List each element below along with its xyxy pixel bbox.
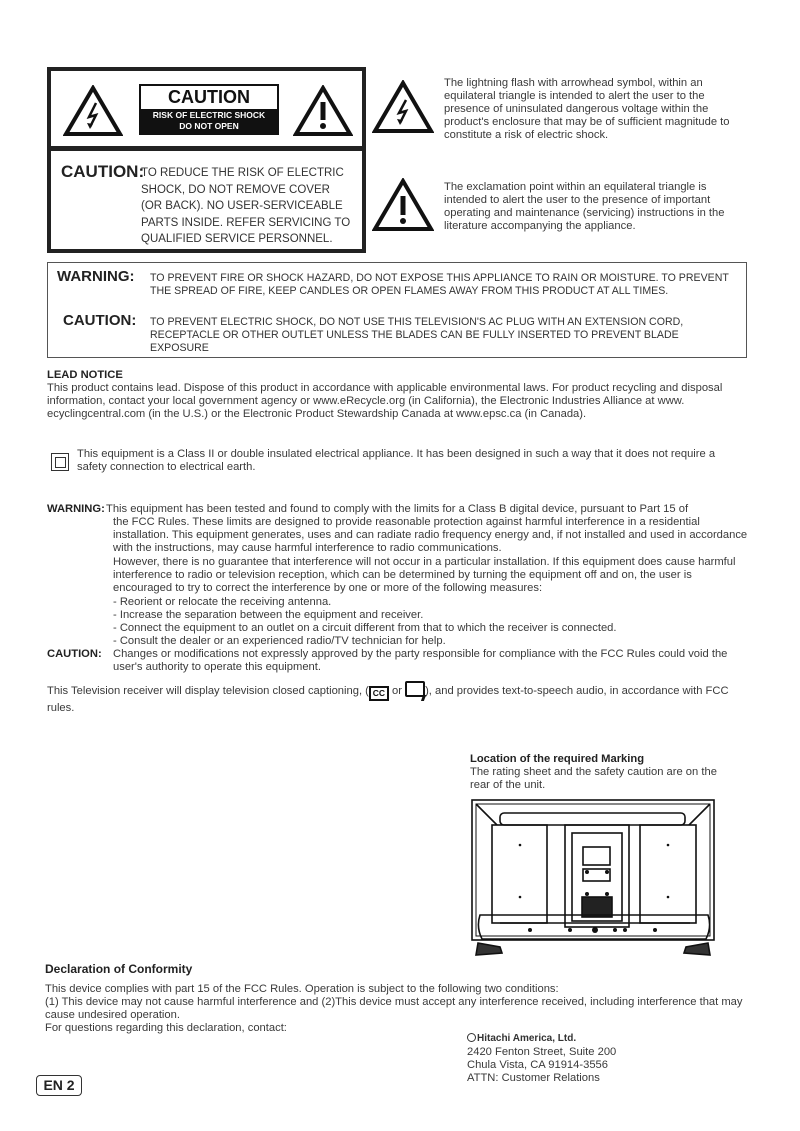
marking-title: Location of the required Marking [470, 753, 645, 765]
fcc-caution-text: Changes or modifications not expressly approved by the party responsible for compliance with the FCC Rules could void the user's authority to operate this equipment. [113, 648, 728, 673]
fcc-caution-label: CAUTION: [47, 648, 102, 660]
caution-line: QUALIFIED SERVICE PERSONNEL. [141, 233, 333, 245]
lead-notice-text: This product contains lead. Dispose of this product in accordance with applicable environmental laws. For product recycling and disposal information, contact your local government agency or www.eRecycle.org (in California), the Electronic Industries Alliance at www. ecyclingcentral.com (in the U.S.) or the Electronic Product Stewardship Canada at www.epsc.ca (in Canada). [47, 382, 723, 420]
contact-address1: 2420 Fenton Street, Suite 200 [467, 1046, 617, 1058]
fcc-warning-text: the FCC Rules. These limits are designed to provide reasonable protection against harmful interference in a residential installation. This equipment generates, uses and can radiate radio frequency energy and, if not installed and used in accordance with the instructions, may cause harmful interference to radio communications. [113, 516, 748, 554]
fcc-however-text: However, there is no guarantee that interference will not occur in a particular installation. If this equipment does cause harmful interference to radio or television reception, which can be determined by turning the equipment off and on, the user is encouraged to try to correct the interference by one or more of the following measures: [113, 556, 736, 594]
captioning-text-before: This Television receiver will display television closed captioning, ( [47, 685, 369, 697]
contact-address2: Chula Vista, CA 91914-3556 [467, 1059, 608, 1071]
caution-text: TO PREVENT ELECTRIC SHOCK, DO NOT USE THIS TELEVISION'S AC PLUG WITH AN EXTENSION CORD, RECEPTACLE OR OTHER OUTLET UNLESS THE BLADES CAN BE FULLY INSERTED TO PREVENT BLADE EXPOSURE [150, 316, 684, 354]
caution-main-text [141, 165, 361, 248]
caution-main-label: CAUTION: [61, 162, 145, 181]
marking-text: The rating sheet and the safety caution are on the rear of the unit. [470, 766, 717, 791]
fcc-warning-label: WARNING: [47, 503, 105, 515]
lightning-warning-icon [63, 85, 123, 137]
declaration-line2: (1) This device may not cause harmful interference and (2)This device must accept any interference received, including interference that may cause undesired operation. [45, 996, 743, 1021]
fcc-measure-item: - Increase the separation between the equipment and receiver. [113, 609, 424, 621]
caution-label-line1: RISK OF ELECTRIC SHOCK [152, 110, 266, 120]
caution-box [47, 67, 366, 253]
caution-line: TO REDUCE THE RISK OF ELECTRIC [141, 167, 344, 179]
caption-speech-bubble-icon [405, 681, 425, 697]
caution-line: SHOCK, DO NOT REMOVE COVER [141, 183, 330, 196]
page-number-badge: EN 2 [36, 1075, 82, 1096]
contact-attn: ATTN: Customer Relations [467, 1072, 600, 1084]
caution-label [139, 84, 279, 135]
closed-caption-cc-icon: CC [369, 686, 389, 701]
class-ii-double-insulation-icon [51, 453, 69, 471]
fcc-warning-first-line: This equipment has been tested and found to comply with the limits for a Class B digital device, pursuant to Part 15 of [106, 503, 689, 515]
captioning-text [47, 681, 747, 715]
caution-line: PARTS INSIDE. REFER SERVICING TO [141, 216, 351, 229]
company-name-text: Hitachi America, Ltd. [477, 1033, 577, 1044]
caution-divider [51, 146, 362, 151]
declaration-line3: For questions regarding this declaration, contact: [45, 1022, 287, 1034]
class-ii-text: This equipment is a Class II or double insulated electrical appliance. It has been designed in such a way that it does not require a safety connection to electrical earth. [77, 448, 716, 473]
tv-rear-illustration [470, 797, 720, 962]
exclamation-symbol-description: The exclamation point within an equilateral triangle is intended to alert the user to the presence of important operating and maintenance (servicing) instructions in the literature accompanying the appliance. [444, 181, 725, 232]
lead-notice-title: LEAD NOTICE [47, 369, 123, 381]
warning-text: TO PREVENT FIRE OR SHOCK HAZARD, DO NOT EXPOSE THIS APPLIANCE TO RAIN OR MOISTURE. TO PREVENT THE SPREAD OF FIRE, KEEP CANDLES OR OPEN FLAMES AWAY FROM THIS PRODUCT AT ALL TIMES. [150, 272, 729, 297]
exclamation-symbol-icon [372, 178, 434, 232]
captioning-text-after: ), and provides text-to-speech audio, in accordance with FCC rules. [47, 685, 729, 714]
captioning-or: or [388, 685, 406, 697]
declaration-title: Declaration of Conformity [45, 962, 193, 976]
exclamation-warning-icon [293, 85, 353, 137]
warning-box [47, 262, 747, 358]
caution-line: (OR BACK). NO USER-SERVICEABLE [141, 200, 343, 212]
fcc-measures-list [113, 596, 753, 648]
fcc-measure-item: - Connect the equipment to an outlet on a circuit different from that to which the receiver is connected. [113, 622, 617, 634]
fcc-measure-item: - Consult the dealer or an experienced radio/TV technician for help. [113, 635, 446, 647]
warning-label: WARNING: [57, 268, 135, 285]
lightning-symbol-description: The lightning flash with arrowhead symbol, within an equilateral triangle is intended to alert the user to the presence of uninsulated dangerous voltage within the product's enclosure that may be of sufficient magnitude to constitute a risk of electric shock. [444, 77, 730, 141]
caution-label-line2: DO NOT OPEN [179, 121, 239, 131]
company-name [467, 1032, 576, 1045]
declaration-line1: This device complies with part 15 of the FCC Rules. Operation is subject to the following two conditions: [45, 983, 559, 995]
fcc-measure-item: - Reorient or relocate the receiving antenna. [113, 596, 332, 608]
caution-label: CAUTION: [63, 312, 137, 329]
caution-label-subtitle [141, 109, 277, 133]
hitachi-logo-icon [467, 1033, 476, 1042]
lightning-symbol-icon [372, 80, 434, 134]
caution-label-title: CAUTION [141, 86, 277, 109]
